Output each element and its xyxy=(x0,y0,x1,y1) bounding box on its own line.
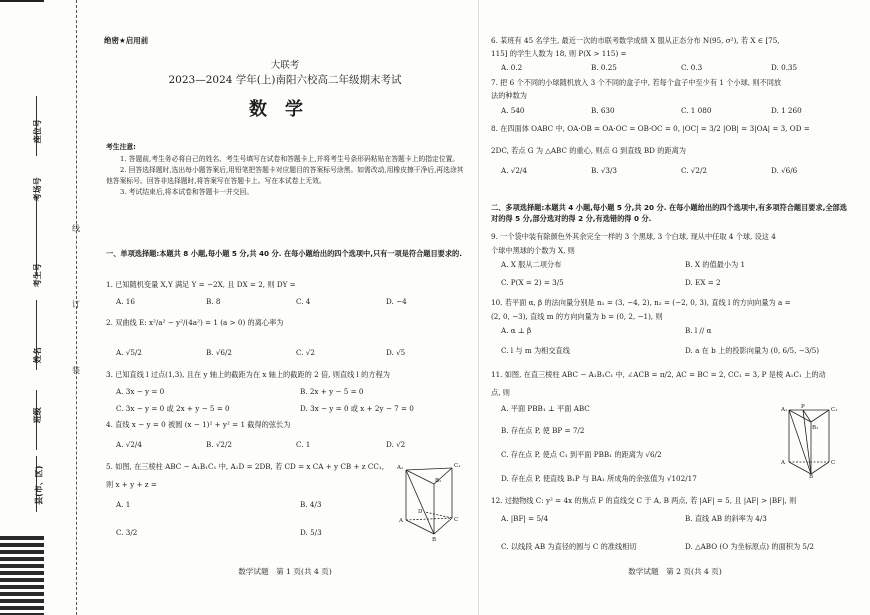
page-1 xyxy=(100,0,470,615)
fig-label: A xyxy=(399,518,403,524)
option: B. X 的值最小为 1 xyxy=(685,260,746,269)
exam-alliance: 大联考 xyxy=(270,60,300,71)
option: D. √2 xyxy=(386,440,406,449)
option: D. △ABO (O 为坐标原点) 的面积为 5/2 xyxy=(685,542,814,551)
binding-stripes xyxy=(0,536,44,615)
question-6: 6. 某班有 45 名学生, 最近一次的市联考数学成绩 X 服从正态分布 N(95, σ²), 若 X ∈ [75, xyxy=(491,36,780,45)
option: B. 8 xyxy=(206,297,221,306)
option: C. 3/2 xyxy=(116,528,138,537)
option: A. X 服从二项分布 xyxy=(501,260,562,269)
binding-band xyxy=(0,0,44,615)
page-footer: 数学试题 第 1 页(共 4 页) xyxy=(238,567,332,576)
option: C. 1 080 xyxy=(681,106,712,115)
question-4: 4. 直线 x − y = 0 被圆 (x − 1)² + y² = 1 截得的弦长为 xyxy=(106,420,291,429)
question-1: 1. 已知随机变量 X,Y 满足 Y = −2X, 且 DX = 2, 则 DY = xyxy=(106,280,296,289)
label-seat: 座位号 xyxy=(32,119,42,144)
note-item: 2. 回答选择题时,选出每小题答案后,用铅笔把答题卡对应题目的答案标号涂黑。如需改动,用橡皮擦干净后,再选涂其他答案标号。回答非选择题时,将答案写在答题卡上。写在本试卷上无效。 xyxy=(106,166,464,185)
cut-label-bind: 订 xyxy=(72,300,80,309)
question-5: 5. 如图, 在三棱柱 ABC − A₁B₁C₁ 中, A₁D = 2DB, 若 CD = x CA + y CB + z CC₁, xyxy=(106,462,384,471)
question-8-cont: 2DC, 若点 G 为 △ABC 的重心, 则点 G 到直线 BD 的距离为 xyxy=(491,146,686,155)
question-6-options xyxy=(501,63,861,72)
fig-label: A₁ xyxy=(397,465,404,471)
option: C. 1 xyxy=(296,440,311,449)
section-multiple-choice: 二、多项选择题:本题共 4 小题,每小题 5 分,共 20 分. 在每小题给出的四个选项中,有多项符合题目要求,全部选对的得 5 分,部分选对的得 2 分,有选错的得 0 分. xyxy=(491,203,847,224)
prism-figure-q11 xyxy=(781,402,843,478)
option: C. 存在点 P, 使点 C₁ 到平面 PBB₁ 的距离为 √6/2 xyxy=(501,450,662,459)
option: D. EX = 2 xyxy=(685,278,721,287)
question-10: 10. 若平面 α, β 的法向量分别是 n₁ = (3, −4, 2), n₂ = (−2, 0, 3), 直线 l 的方向向量为 a = xyxy=(491,298,791,307)
question-6-cont: 115] 的学生人数为 18, 则 P(X > 115) = xyxy=(491,49,627,58)
page-2 xyxy=(485,0,865,615)
label-class: 班级 xyxy=(32,407,42,424)
option: D. 存在点 P, 使直线 B₁P 与 BA₁ 所成角的余弦值为 √102/17 xyxy=(501,474,697,483)
option: C. 3x − y = 0 或 2x + y − 5 = 0 xyxy=(116,404,230,413)
fig-label: B xyxy=(809,474,814,478)
note-item: 1. 答题前,考生务必将自己的姓名、考生号填写在试卷和答题卡上,并将考生号条形码粘贴在答题卡上的指定位置。 xyxy=(120,155,460,163)
cut-label-mount: 装 xyxy=(72,366,80,375)
fig-label: P xyxy=(801,404,805,410)
option: A. √2/4 xyxy=(116,440,142,449)
exam-notes xyxy=(106,142,466,198)
fig-label: C xyxy=(454,517,459,523)
label-room: 考场号 xyxy=(32,177,42,202)
option: B. 0.25 xyxy=(591,63,617,72)
option: A. |BF| = 5/4 xyxy=(501,514,549,523)
option: D. √6/6 xyxy=(771,166,798,175)
question-1-options xyxy=(116,297,476,306)
cut-label-line: 线 xyxy=(72,224,80,233)
option: B. 直线 AB 的斜率为 4/3 xyxy=(685,514,767,523)
option: A. √5/2 xyxy=(116,348,142,357)
binding-top-bar xyxy=(0,0,44,36)
option: D. 1 260 xyxy=(771,106,802,115)
section-single-choice: 一、单项选择题:本题共 8 小题,每小题 5 分,共 40 分. 在每小题给出的四个选项中,只有一项是符合题目要求的. xyxy=(106,249,462,258)
label-county: 县(市、区) xyxy=(34,465,44,505)
question-9: 9. 一个袋中装有除颜色外其余完全一样的 3 个黑球, 3 个白球, 现从中任取 4 个球, 设这 4 xyxy=(491,232,776,241)
note-item: 3. 考试结束后,将本试卷和答题卡一并交回。 xyxy=(120,188,254,196)
fig-label: C₁ xyxy=(831,407,838,413)
option: C. 0.3 xyxy=(681,63,703,72)
subject-title: 数学 xyxy=(249,99,321,120)
fig-label: A xyxy=(781,460,785,466)
option: A. 平面 PBB₁ ⊥ 平面 ABC xyxy=(501,404,590,413)
option: D. √5 xyxy=(386,348,406,357)
option: B. 存在点 P, 使 BP = 7/2 xyxy=(501,426,585,435)
fig-label: C₁ xyxy=(454,463,461,469)
option: A. 540 xyxy=(501,106,525,115)
option: A. α ⊥ β xyxy=(501,326,532,335)
page-footer: 数学试题 第 2 页(共 4 页) xyxy=(628,567,722,576)
option: B. √2/2 xyxy=(206,440,232,449)
option: C. √2 xyxy=(296,348,315,357)
option: A. √2/4 xyxy=(501,166,527,175)
option: A. 3x − y = 0 xyxy=(116,387,165,396)
option: D. a 在 b 上的投影向量为 (0, 6/5, −3/5) xyxy=(685,346,820,355)
fig-label: A₁ xyxy=(781,407,788,413)
question-7: 7. 把 6 个不同的小球随机放入 3 个不同的盒子中, 若每个盒子中至少有 1 个小球, 则不同放 xyxy=(491,78,782,87)
question-10-cont: (2, 0, −3), 直线 m 的方向向量为 b = (0, 2, −1), 则 xyxy=(491,312,663,321)
fig-label: B₁ xyxy=(812,425,819,431)
question-7-options xyxy=(501,106,861,115)
label-name: 姓名 xyxy=(32,347,42,364)
option: D. −4 xyxy=(386,297,407,306)
option: C. 以线段 AB 为直径的圆与 C 的准线相切 xyxy=(501,542,637,551)
option: D. 3x − y = 0 或 x + 2y − 7 = 0 xyxy=(300,404,414,413)
question-2-options xyxy=(116,348,476,357)
option: B. 4/3 xyxy=(300,500,322,509)
secret-mark: 绝密★启用前 xyxy=(104,36,149,45)
option: C. l 与 m 为相交直线 xyxy=(501,346,570,355)
question-8: 8. 在四面体 OABC 中, OA·OB = OA·OC = OB·OC = 0, |OC| = 3/2 |OB| = 3|OA| = 3, OD = xyxy=(491,124,810,133)
option: C. P(X = 2) = 3/5 xyxy=(501,278,564,287)
option: A. 1 xyxy=(116,500,131,509)
option: C. 4 xyxy=(296,297,311,306)
question-12: 12. 过抛物线 C: y² = 4x 的焦点 F 的直线交 C 于 A, B 两点, 若 |AF| = 5, 且 |AF| > |BF|, 则 xyxy=(491,496,797,505)
question-11: 11. 如图, 在直三棱柱 ABC − A₁B₁C₁ 中, ∠ACB = π/2, AC = BC = 2, CC₁ = 3, P 是棱 A₁C₁ 上的动 xyxy=(491,370,826,379)
fig-label: D xyxy=(418,509,423,515)
option: C. √2/2 xyxy=(681,166,707,175)
question-2: 2. 双曲线 E: x²/a² − y²/(4a²) = 1 (a > 0) 的离心率为 xyxy=(106,318,284,327)
fig-label: B₁ xyxy=(435,478,442,484)
question-7-cont: 法的种数为 xyxy=(491,91,527,100)
notes-title: 考生注意: xyxy=(106,143,136,151)
option: B. √3/3 xyxy=(591,166,617,175)
label-exam-id: 考生号 xyxy=(32,263,42,288)
question-3: 3. 已知直线 l 过点(1,3), 且在 y 轴上的截距为在 x 轴上的截距的 2 倍, 则直线 l 的方程为 xyxy=(106,370,390,379)
option: B. 630 xyxy=(591,106,615,115)
option: B. l // α xyxy=(685,326,712,335)
question-5-cont: 则 x + y + z = xyxy=(106,480,157,489)
exam-title: 2023—2024 学年(上)南阳六校高二年级期末考试 xyxy=(168,74,402,86)
fig-label: B xyxy=(432,537,437,542)
option: A. 0.2 xyxy=(501,63,523,72)
fig-label: C xyxy=(831,460,836,466)
binding-strip xyxy=(0,0,100,615)
option: A. 16 xyxy=(116,297,135,306)
question-8-options xyxy=(501,166,861,175)
question-4-options xyxy=(116,440,476,449)
column-divider xyxy=(478,0,479,615)
option: B. √6/2 xyxy=(206,348,232,357)
question-9-cont: 个球中黑球的个数为 X, 则 xyxy=(491,246,575,255)
prism-figure-q5 xyxy=(394,460,464,542)
question-11-cont: 点, 则 xyxy=(491,388,510,397)
option: B. 2x + y − 5 = 0 xyxy=(300,387,364,396)
option: D. 0.35 xyxy=(771,63,798,72)
option: D. 5/3 xyxy=(300,528,322,537)
